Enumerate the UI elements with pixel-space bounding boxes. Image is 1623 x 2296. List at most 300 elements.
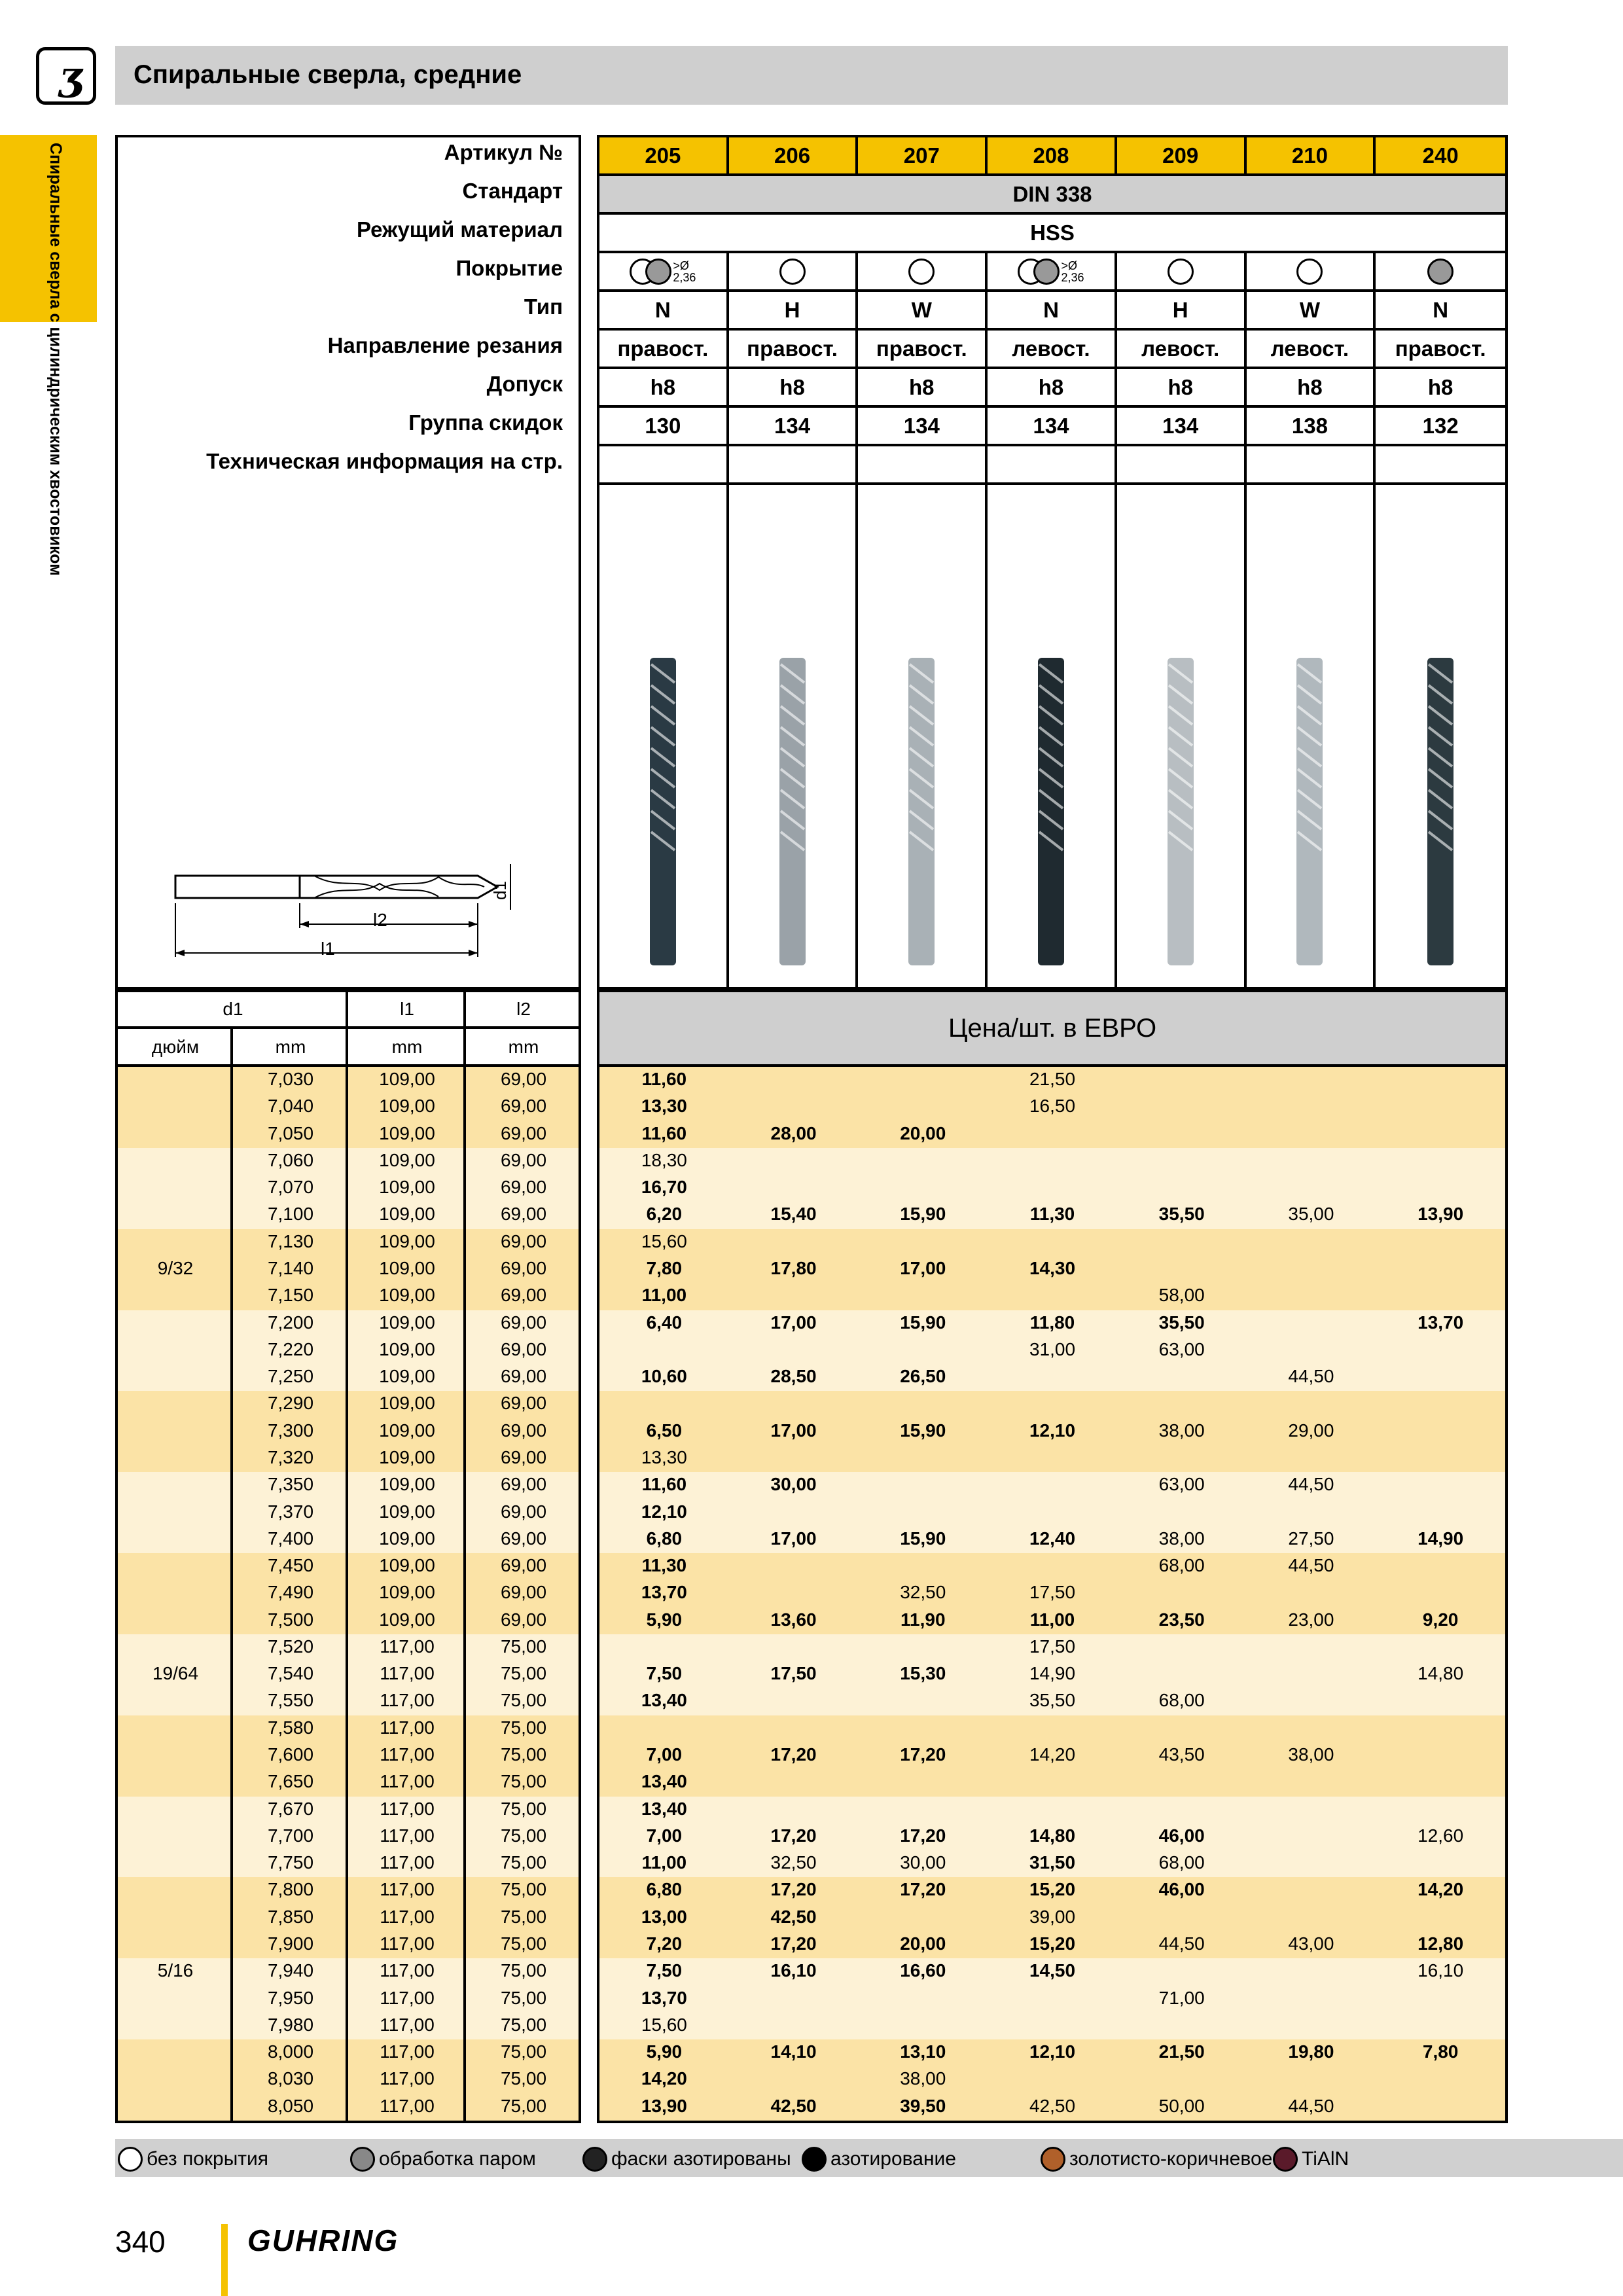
- price-cell: 50,00: [1158, 2095, 1205, 2116]
- price-cell: 14,20: [1418, 1879, 1464, 1900]
- price-cell: 17,50: [1029, 1636, 1076, 1657]
- price-cell: 30,00: [900, 1852, 946, 1873]
- price-cell: 14,30: [1029, 1257, 1076, 1278]
- price-cell: 13,70: [1418, 1312, 1464, 1333]
- l2-cell: 69,00: [500, 1446, 547, 1467]
- price-cell: 15,90: [900, 1312, 946, 1333]
- tolerance-cell: h8: [1117, 369, 1247, 405]
- type-cell: H: [729, 292, 859, 328]
- price-cell: 63,00: [1158, 1338, 1205, 1359]
- coating-note: >Ø: [673, 259, 689, 272]
- legend-label: золотисто-коричневое: [1069, 2148, 1273, 2170]
- l1-cell: 117,00: [380, 1717, 435, 1738]
- price-cell: 27,50: [1288, 1528, 1334, 1549]
- l2-cell: 75,00: [500, 2068, 547, 2089]
- price-cell: 38,00: [1288, 1744, 1334, 1765]
- title-bar: [115, 46, 1508, 105]
- price-cell: 5,90: [646, 2041, 683, 2062]
- price-row: [599, 1931, 1505, 1958]
- drill-bit-icon: [1161, 651, 1200, 972]
- l1-cell: 117,00: [380, 1825, 435, 1846]
- l2-cell: 69,00: [500, 1555, 547, 1576]
- uncoated-icon: [1168, 259, 1194, 285]
- l1-cell: 109,00: [379, 1582, 435, 1603]
- techinfo-cell: [1376, 446, 1505, 482]
- discount-cell: 134: [988, 408, 1117, 444]
- direction-cell: правост.: [599, 331, 729, 367]
- price-cell: 13,30: [641, 1096, 687, 1117]
- l1-cell: 109,00: [379, 1555, 435, 1576]
- price-cell: 7,00: [646, 1744, 683, 1765]
- l2-cell: 69,00: [500, 1257, 547, 1278]
- table-row: [118, 1337, 579, 1364]
- l1-cell: 109,00: [379, 1393, 435, 1414]
- l1-cell: 117,00: [380, 2014, 435, 2035]
- drill-image-cell: [729, 485, 859, 987]
- l1-cell: 109,00: [379, 1122, 435, 1143]
- price-cell: 12,10: [1029, 2041, 1076, 2062]
- price-cell: 6,80: [646, 1528, 683, 1549]
- techinfo-cell: [1247, 446, 1376, 482]
- table-row: [118, 1094, 579, 1121]
- d1-cell: 8,000: [267, 2041, 314, 2062]
- drill-image-cell: [599, 485, 729, 987]
- uncoated-icon: [1296, 259, 1323, 285]
- article-cell: 205: [599, 137, 729, 173]
- l1-cell: 117,00: [380, 1933, 435, 1954]
- price-row: [599, 2094, 1505, 2121]
- tolerance-cell: h8: [729, 369, 859, 405]
- price-row: [599, 1094, 1505, 1121]
- l2-cell: 75,00: [500, 1717, 547, 1738]
- l1-cell: 117,00: [380, 1771, 435, 1792]
- price-row: [599, 1148, 1505, 1175]
- price-cell: 16,10: [770, 1960, 817, 1981]
- dims-body: [118, 1067, 579, 2121]
- price-cell: 17,00: [770, 1528, 817, 1549]
- l2-cell: 69,00: [500, 1204, 547, 1225]
- l2-cell: 69,00: [500, 1393, 547, 1414]
- label-techinfo: Техническая информация на стр.: [206, 449, 563, 473]
- coating-cell: [599, 253, 729, 289]
- direction-cell: левост.: [1117, 331, 1247, 367]
- head-mm-l2: mm: [508, 1037, 539, 1057]
- table-row: [118, 1688, 579, 1715]
- price-header: Цена/шт. в ЕВРО: [599, 992, 1505, 1067]
- price-row: [599, 2066, 1505, 2093]
- drill-bit-icon: [902, 651, 941, 972]
- l1-cell: 117,00: [380, 1987, 435, 2008]
- l2-cell: 75,00: [500, 1879, 547, 1900]
- drill-bit-icon: [1031, 651, 1071, 972]
- techinfo-cell: [1117, 446, 1247, 482]
- discount-row: [599, 408, 1505, 446]
- d1-cell: 7,320: [267, 1446, 314, 1467]
- price-cell: 42,50: [770, 2095, 817, 2116]
- price-cell: 5,90: [646, 1609, 683, 1630]
- price-cell: 44,50: [1288, 1555, 1334, 1576]
- price-cell: 71,00: [1158, 1987, 1205, 2008]
- price-row: [599, 1688, 1505, 1715]
- price-cell: 15,90: [900, 1204, 946, 1225]
- table-row: [118, 1121, 579, 1148]
- l2-cell: 69,00: [500, 1366, 547, 1387]
- d1-cell: 7,100: [267, 1204, 314, 1225]
- drill-bit-icon: [1421, 651, 1460, 972]
- techinfo-cell: [729, 446, 859, 482]
- head-mm-l1: mm: [391, 1037, 423, 1057]
- price-cell: 17,00: [770, 1420, 817, 1441]
- standard-row: [599, 176, 1505, 215]
- table-row: [118, 1986, 579, 2013]
- head-d1: d1: [223, 999, 243, 1019]
- d1-cell: 7,040: [267, 1096, 314, 1117]
- techinfo-row: [599, 446, 1505, 485]
- legend-item: [1273, 2147, 1349, 2172]
- price-cell: 12,40: [1029, 1528, 1076, 1549]
- legend-item: [350, 2147, 536, 2172]
- diagram-l2-label: l2: [373, 910, 387, 930]
- head-mm-d: mm: [275, 1037, 306, 1057]
- price-cell: 19,80: [1288, 2041, 1334, 2062]
- l2-cell: 75,00: [500, 1771, 547, 1792]
- d1-cell: 7,650: [267, 1771, 314, 1792]
- d1-cell: 7,070: [267, 1177, 314, 1198]
- price-cell: 17,20: [770, 1933, 817, 1954]
- price-cell: 16,10: [1418, 1960, 1464, 1981]
- article-header-table: [597, 135, 1508, 990]
- d1-cell: 7,850: [267, 1906, 314, 1927]
- price-cell: 28,50: [770, 1366, 817, 1387]
- l1-cell: 117,00: [380, 1798, 435, 1819]
- coating-cell: [1247, 253, 1376, 289]
- price-cell: 13,30: [641, 1446, 687, 1467]
- price-cell: 35,50: [1158, 1312, 1205, 1333]
- price-cell: 14,80: [1418, 1663, 1464, 1684]
- drill-images-row: [599, 485, 1505, 987]
- price-cell: 42,50: [770, 1906, 817, 1927]
- coating-cell: [729, 253, 859, 289]
- price-cell: 17,80: [770, 1257, 817, 1278]
- price-cell: 68,00: [1158, 1852, 1205, 1873]
- price-cell: 31,50: [1029, 1852, 1076, 1873]
- price-cell: 7,50: [646, 1960, 683, 1981]
- legend-item: [1041, 2147, 1272, 2172]
- price-row: [599, 2013, 1505, 2039]
- price-cell: 39,50: [900, 2095, 946, 2116]
- label-standard: Стандарт: [462, 179, 563, 203]
- d1-cell: 7,800: [267, 1879, 314, 1900]
- l1-cell: 117,00: [380, 1636, 435, 1657]
- price-cell: 17,50: [770, 1663, 817, 1684]
- price-cell: 18,30: [641, 1149, 687, 1170]
- side-tab[interactable]: [0, 135, 97, 576]
- steam-treated-icon: [645, 259, 671, 285]
- coating-cell: [1117, 253, 1247, 289]
- d1-cell: 7,550: [267, 1690, 314, 1711]
- l2-cell: 75,00: [500, 1636, 547, 1657]
- price-cell: 12,10: [641, 1501, 687, 1522]
- price-cell: 44,50: [1288, 1366, 1334, 1387]
- price-cell: 21,50: [1029, 1069, 1076, 1089]
- table-row: [118, 1823, 579, 1850]
- price-body: [599, 1067, 1505, 2121]
- l1-cell: 109,00: [379, 1474, 435, 1495]
- table-row: [118, 1877, 579, 1904]
- price-cell: 39,00: [1029, 1906, 1076, 1927]
- d1-cell: 7,130: [267, 1230, 314, 1251]
- table-row: [118, 1526, 579, 1553]
- l1-cell: 109,00: [379, 1257, 435, 1278]
- l1-cell: 117,00: [380, 1906, 435, 1927]
- table-row: [118, 1391, 579, 1418]
- d1-cell: 7,150: [267, 1285, 314, 1306]
- table-row: [118, 1634, 579, 1661]
- price-cell: 10,60: [641, 1366, 687, 1387]
- price-cell: 16,60: [900, 1960, 946, 1981]
- d1-cell: 7,250: [267, 1366, 314, 1387]
- price-cell: 12,10: [1029, 1420, 1076, 1441]
- inch-cell: 9/32: [157, 1257, 194, 1278]
- price-row: [599, 1823, 1505, 1850]
- price-cell: 6,80: [646, 1879, 683, 1900]
- price-cell: 15,60: [641, 2014, 687, 2035]
- d1-cell: 7,700: [267, 1825, 314, 1846]
- price-row: [599, 1526, 1505, 1553]
- table-row: [118, 1850, 579, 1877]
- l2-cell: 69,00: [500, 1312, 547, 1333]
- discount-cell: 134: [729, 408, 859, 444]
- l1-cell: 117,00: [380, 1690, 435, 1711]
- price-cell: 11,00: [641, 1852, 687, 1873]
- drill-dimension-diagram: [170, 851, 537, 982]
- d1-cell: 7,140: [267, 1257, 314, 1278]
- label-type: Тип: [524, 295, 563, 319]
- price-row: [599, 1364, 1505, 1391]
- price-cell: 13,40: [641, 1798, 687, 1819]
- l2-cell: 75,00: [500, 1933, 547, 1954]
- price-cell: 6,50: [646, 1420, 683, 1441]
- price-row: [599, 1634, 1505, 1661]
- price-cell: 12,60: [1418, 1825, 1464, 1846]
- table-row: [118, 1067, 579, 1094]
- coating-row: [599, 253, 1505, 292]
- price-row: [599, 1391, 1505, 1418]
- table-row: [118, 2039, 579, 2066]
- price-row: [599, 1445, 1505, 1472]
- price-cell: 35,00: [1288, 1204, 1334, 1225]
- table-row: [118, 1661, 579, 1688]
- table-row: [118, 2094, 579, 2121]
- techinfo-cell: [599, 446, 729, 482]
- price-cell: 14,20: [641, 2068, 687, 2089]
- price-cell: 17,00: [770, 1312, 817, 1333]
- tolerance-cell: h8: [858, 369, 988, 405]
- price-cell: 15,20: [1029, 1879, 1076, 1900]
- price-cell: 14,90: [1418, 1528, 1464, 1549]
- price-cell: 17,20: [900, 1744, 946, 1765]
- price-cell: 13,90: [641, 2095, 687, 2116]
- brand-logo: GUHRING: [247, 2223, 399, 2257]
- l1-cell: 117,00: [380, 1744, 435, 1765]
- direction-cell: правост.: [858, 331, 988, 367]
- price-cell: 13,40: [641, 1690, 687, 1711]
- legend-label: азотирование: [830, 2148, 956, 2170]
- price-cell: 12,80: [1418, 1933, 1464, 1954]
- price-cell: 63,00: [1158, 1474, 1205, 1495]
- d1-cell: 7,290: [267, 1393, 314, 1414]
- price-cell: 17,20: [900, 1879, 946, 1900]
- uncoated-icon: [779, 259, 806, 285]
- price-cell: 20,00: [900, 1122, 946, 1143]
- header-labels-panel: [115, 135, 581, 990]
- l2-cell: 75,00: [500, 2095, 547, 2116]
- d1-cell: 7,300: [267, 1420, 314, 1441]
- drill-logo-icon: ʒ: [36, 47, 96, 105]
- d1-cell: 7,600: [267, 1744, 314, 1765]
- legend-item: [582, 2147, 791, 2172]
- price-cell: 17,20: [770, 1825, 817, 1846]
- price-cell: 13,60: [770, 1609, 817, 1630]
- table-row: [118, 1553, 579, 1580]
- dims-head-2: [118, 1029, 579, 1067]
- article-cell: 206: [729, 137, 859, 173]
- l1-cell: 109,00: [379, 1285, 435, 1306]
- legend-label: TiAlN: [1302, 2148, 1349, 2170]
- d1-cell: 7,450: [267, 1555, 314, 1576]
- table-row: [118, 1607, 579, 1634]
- coating-note: 2,36: [673, 270, 696, 284]
- price-cell: 15,40: [770, 1204, 817, 1225]
- article-cell: 240: [1422, 143, 1459, 168]
- price-row: [599, 1553, 1505, 1580]
- price-row: [599, 1607, 1505, 1634]
- techinfo-cell: [988, 446, 1117, 482]
- l1-cell: 109,00: [379, 1149, 435, 1170]
- price-row: [599, 1715, 1505, 1742]
- price-row: [599, 1202, 1505, 1229]
- price-row: [599, 1310, 1505, 1337]
- l1-cell: 117,00: [380, 1852, 435, 1873]
- price-cell: 11,30: [1029, 1204, 1075, 1225]
- price-cell: 13,10: [900, 2041, 946, 2062]
- price-cell: 15,20: [1029, 1933, 1076, 1954]
- l1-cell: 109,00: [379, 1446, 435, 1467]
- diagram-l1-label: l1: [321, 939, 335, 959]
- price-cell: 44,50: [1158, 1933, 1205, 1954]
- direction-cell: правост.: [729, 331, 859, 367]
- uncoated-icon: [908, 259, 935, 285]
- type-cell: N: [988, 292, 1117, 328]
- price-cell: 11,00: [1029, 1609, 1075, 1630]
- price-row: [599, 1337, 1505, 1364]
- price-cell: 11,60: [641, 1069, 687, 1089]
- legend-label: без покрытия: [147, 2148, 269, 2170]
- l2-cell: 75,00: [500, 1987, 547, 2008]
- price-row: [599, 1769, 1505, 1796]
- d1-cell: 7,490: [267, 1582, 314, 1603]
- price-cell: 43,50: [1158, 1744, 1205, 1765]
- l2-cell: 69,00: [500, 1096, 547, 1117]
- price-cell: 26,50: [900, 1366, 946, 1387]
- steam-treated-icon: [1427, 259, 1454, 285]
- price-cell: 29,00: [1288, 1420, 1334, 1441]
- price-row: [599, 1175, 1505, 1202]
- l2-cell: 75,00: [500, 1960, 547, 1981]
- l1-cell: 109,00: [379, 1338, 435, 1359]
- label-material: Режущий материал: [356, 217, 563, 242]
- table-row: [118, 1472, 579, 1499]
- l2-cell: 69,00: [500, 1501, 547, 1522]
- price-cell: 13,00: [641, 1906, 687, 1927]
- l2-cell: 75,00: [500, 1663, 547, 1684]
- legend-item: [118, 2147, 268, 2172]
- d1-cell: 8,030: [267, 2068, 314, 2089]
- direction-cell: левост.: [988, 331, 1117, 367]
- table-row: [118, 1499, 579, 1526]
- drill-bit-icon: [643, 651, 683, 972]
- drill-bit-icon: [773, 651, 812, 972]
- legend-swatch-icon: [1273, 2147, 1298, 2172]
- d1-cell: 7,750: [267, 1852, 314, 1873]
- price-cell: 46,00: [1158, 1825, 1205, 1846]
- table-row: [118, 1958, 579, 1985]
- price-cell: 30,00: [770, 1474, 817, 1495]
- price-cell: 44,50: [1288, 2095, 1334, 2116]
- l1-cell: 117,00: [380, 2068, 435, 2089]
- d1-cell: 7,500: [267, 1609, 314, 1630]
- l2-cell: 75,00: [500, 1852, 547, 1873]
- d1-cell: 7,900: [267, 1933, 314, 1954]
- tolerance-cell: h8: [1247, 369, 1376, 405]
- table-row: [118, 1310, 579, 1337]
- d1-cell: 7,940: [267, 1960, 314, 1981]
- legend-label: фаски азотированы: [611, 2148, 791, 2170]
- l1-cell: 109,00: [379, 1609, 435, 1630]
- price-cell: 9,20: [1422, 1609, 1459, 1630]
- label-coating: Покрытие: [455, 256, 563, 280]
- l1-cell: 109,00: [379, 1528, 435, 1549]
- price-row: [599, 1797, 1505, 1823]
- article-cell: 210: [1247, 137, 1376, 173]
- label-tolerance: Допуск: [486, 372, 563, 396]
- price-row: [599, 1661, 1505, 1688]
- price-cell: 14,20: [1029, 1744, 1076, 1765]
- table-row: [118, 1256, 579, 1283]
- head-l2: l2: [516, 999, 531, 1019]
- l2-cell: 69,00: [500, 1474, 547, 1495]
- drill-image-cell: [1247, 485, 1376, 987]
- table-row: [118, 1283, 579, 1310]
- price-cell: 44,50: [1288, 1474, 1334, 1495]
- table-row: [118, 1148, 579, 1175]
- l1-cell: 109,00: [379, 1204, 435, 1225]
- price-cell: 31,00: [1029, 1338, 1076, 1359]
- price-cell: 11,30: [641, 1555, 687, 1576]
- d1-cell: 7,950: [267, 1987, 314, 2008]
- price-cell: 21,50: [1158, 2041, 1205, 2062]
- table-row: [118, 1797, 579, 1823]
- price-cell: 23,50: [1158, 1609, 1205, 1630]
- tolerance-cell: h8: [988, 369, 1117, 405]
- steam-treated-icon: [1033, 259, 1060, 285]
- l1-cell: 109,00: [379, 1069, 435, 1089]
- table-row: [118, 1202, 579, 1229]
- d1-cell: 7,030: [267, 1069, 314, 1089]
- price-table: [597, 990, 1508, 2123]
- l2-cell: 75,00: [500, 2014, 547, 2035]
- l2-cell: 69,00: [500, 1069, 547, 1089]
